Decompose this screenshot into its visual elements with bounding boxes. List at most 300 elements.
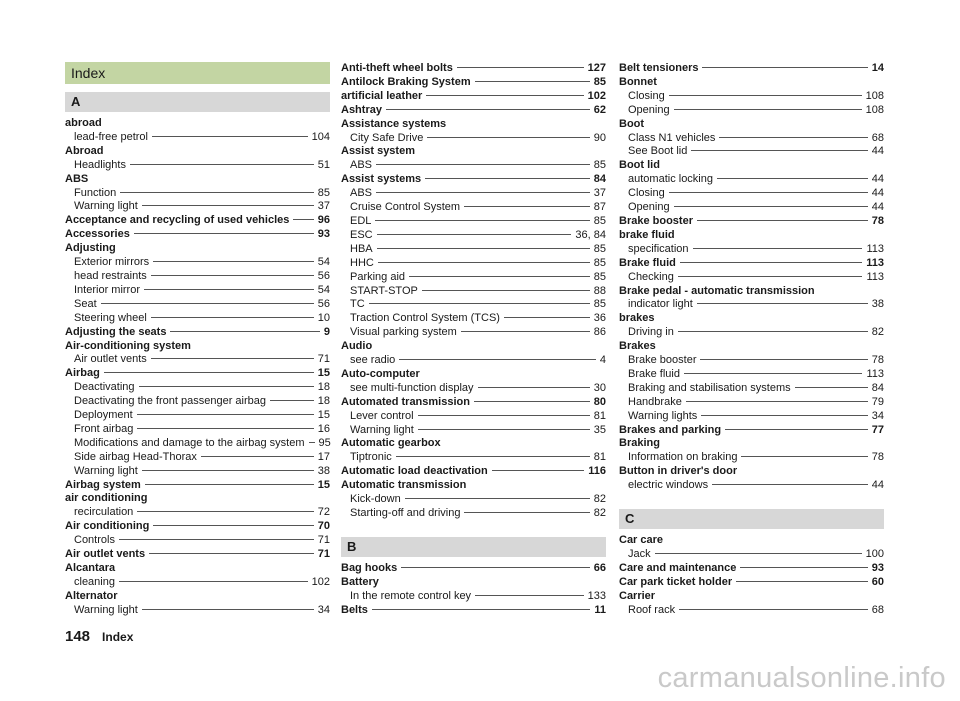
index-heading-row[interactable]: [619, 215, 884, 229]
dot-leader: [701, 415, 867, 416]
index-subterm: Warning light: [74, 200, 138, 213]
index-subentry-row[interactable]: [65, 284, 330, 298]
page-ref: 85: [593, 159, 606, 172]
index-subterm: Closing: [628, 187, 665, 200]
page-ref: 9: [323, 325, 330, 338]
page-ref: 78: [871, 451, 884, 464]
index-term: Airbag system: [65, 478, 141, 491]
index-heading-row[interactable]: [619, 159, 884, 173]
dot-leader: [139, 386, 314, 387]
page-ref: 85: [593, 242, 606, 255]
index-subentry-row[interactable]: [341, 354, 606, 368]
index-subentry-row[interactable]: [619, 326, 884, 340]
index-heading-row[interactable]: [65, 520, 330, 534]
index-term: Anti-theft wheel bolts: [341, 62, 453, 74]
index-subterm: Front airbag: [74, 422, 134, 435]
dot-leader: [697, 220, 868, 221]
dot-leader: [425, 178, 590, 179]
index-term: Acceptance and recycling of used vehicles: [65, 214, 290, 227]
index-term: Automatic gearbox: [341, 437, 441, 450]
index-subentry-row[interactable]: [341, 382, 606, 396]
dot-leader: [151, 317, 314, 318]
index-term: Button in driver's door: [619, 465, 738, 478]
index-heading-row[interactable]: [341, 104, 606, 118]
index-heading-row[interactable]: [65, 492, 330, 506]
index-heading-row[interactable]: [65, 548, 330, 562]
dot-leader: [461, 331, 590, 332]
index-subentry-row[interactable]: [65, 131, 330, 145]
index-subentry-row[interactable]: [65, 312, 330, 326]
dot-leader: [475, 81, 590, 82]
index-subentry-row[interactable]: [65, 506, 330, 520]
index-term: Carrier: [619, 589, 656, 602]
index-entry: [619, 534, 884, 562]
index-subentry-row[interactable]: [65, 395, 330, 409]
index-entry: [65, 228, 330, 242]
page-number: 148: [65, 628, 91, 645]
index-heading-row[interactable]: [619, 534, 884, 548]
dot-leader: [427, 137, 589, 138]
page-ref: 60: [871, 575, 884, 588]
page-ref: 15: [317, 367, 330, 380]
index-heading-row[interactable]: [65, 242, 330, 256]
index-subentry-row[interactable]: [619, 382, 884, 396]
index-subentry-row[interactable]: [341, 312, 606, 326]
index-entry: [619, 437, 884, 465]
index-subterm: Class N1 vehicles: [628, 131, 716, 144]
index-subterm: HBA: [350, 242, 373, 255]
index-entry: [341, 76, 606, 90]
index-subentry-row[interactable]: [619, 548, 884, 562]
index-heading-row[interactable]: [619, 62, 884, 76]
index-subterm: specification: [628, 242, 689, 255]
index-subterm: cleaning: [74, 575, 115, 588]
page-ref: 102: [587, 89, 606, 102]
index-term: Care and maintenance: [619, 561, 737, 574]
index-term: Accessories: [65, 228, 130, 241]
page-ref: 68: [871, 131, 884, 144]
index-subentry-row[interactable]: [619, 354, 884, 368]
dot-leader: [736, 581, 868, 582]
index-subentry-row[interactable]: [341, 424, 606, 438]
index-heading-row[interactable]: [65, 367, 330, 381]
page-ref: 72: [317, 506, 330, 519]
page-ref: 11: [594, 603, 606, 616]
index-entry: [341, 465, 606, 479]
page-ref: 36, 84: [575, 228, 606, 241]
index-heading-row[interactable]: [619, 76, 884, 90]
index-subterm: Checking: [628, 270, 674, 283]
page-ref: 71: [317, 534, 330, 547]
letter-heading: B: [341, 537, 606, 557]
dot-leader: [372, 609, 590, 610]
index-entry: [65, 117, 330, 145]
dot-leader: [137, 511, 313, 512]
index-heading-row[interactable]: [341, 604, 606, 618]
dot-leader: [422, 290, 590, 291]
index-term: Abroad: [65, 144, 104, 157]
dot-leader: [418, 415, 590, 416]
page-ref: 71: [317, 548, 330, 561]
index-subterm: Deployment: [74, 409, 133, 422]
index-term: Adjusting: [65, 242, 116, 255]
index-entry: [341, 437, 606, 465]
index-subterm: Brake booster: [628, 354, 697, 367]
page-ref: 81: [593, 409, 606, 422]
dot-leader: [686, 401, 868, 402]
index-subentry-row[interactable]: [341, 271, 606, 285]
index-subentry-row[interactable]: [619, 145, 884, 159]
index-entry: [619, 312, 884, 340]
index-term: brakes: [619, 312, 655, 325]
footer-section-label: Index: [102, 630, 134, 644]
page-ref: 113: [866, 256, 884, 269]
dot-leader: [142, 470, 314, 471]
index-subterm: HHC: [350, 256, 374, 269]
dot-leader: [399, 359, 596, 360]
index-entry: [619, 229, 884, 257]
index-subentry-row[interactable]: [65, 465, 330, 479]
dot-leader: [153, 261, 314, 262]
page-ref: 116: [588, 465, 606, 478]
dot-leader: [464, 512, 589, 513]
page-ref: 85: [593, 75, 606, 88]
index-heading-row[interactable]: [619, 437, 884, 451]
index-subentry-row[interactable]: [619, 451, 884, 465]
index-subterm: Controls: [74, 534, 115, 547]
index-subterm: Interior mirror: [74, 283, 141, 296]
index-subentry-row[interactable]: [65, 409, 330, 423]
index-heading-row[interactable]: [619, 285, 884, 299]
index-subterm: Closing: [628, 89, 665, 102]
page-footer: [65, 628, 133, 645]
index-subentry-row[interactable]: [619, 187, 884, 201]
index-subentry-row[interactable]: [65, 270, 330, 284]
dot-leader: [375, 220, 589, 221]
index-subentry-row[interactable]: [341, 201, 606, 215]
dot-leader: [418, 429, 590, 430]
index-subterm: Information on braking: [628, 451, 738, 464]
dot-leader: [378, 262, 590, 263]
page-ref: 10: [317, 311, 330, 324]
index-subterm: Opening: [628, 201, 670, 214]
index-subterm: EDL: [350, 214, 372, 227]
index-heading-row[interactable]: [341, 76, 606, 90]
index-entry: [619, 62, 884, 76]
page-ref: 77: [871, 423, 884, 436]
index-subentry-row[interactable]: [65, 159, 330, 173]
index-subterm: Lever control: [350, 409, 414, 422]
page-ref: 78: [871, 214, 884, 227]
index-subentry-row[interactable]: [65, 187, 330, 201]
index-subterm: Parking aid: [350, 270, 406, 283]
index-term: Antilock Braking System: [341, 75, 471, 88]
index-subterm: Visual parking system: [350, 326, 457, 339]
index-term: ABS: [65, 172, 89, 185]
index-heading-row[interactable]: [341, 479, 606, 493]
dot-leader: [475, 595, 584, 596]
index-subentry-row[interactable]: [65, 604, 330, 618]
index-term: artificial leather: [341, 89, 423, 102]
index-heading-row[interactable]: [65, 214, 330, 228]
index-subterm: In the remote control key: [350, 589, 472, 602]
index-entry: [341, 90, 606, 104]
index-heading-row[interactable]: [619, 465, 884, 479]
index-subentry-row[interactable]: [619, 173, 884, 187]
index-term: Adjusting the seats: [65, 325, 167, 338]
index-heading-row[interactable]: [619, 118, 884, 132]
index-heading-row[interactable]: [341, 62, 606, 76]
index-heading-row[interactable]: [341, 576, 606, 590]
dot-leader: [104, 372, 314, 373]
index-subentry-row[interactable]: [341, 285, 606, 299]
page-ref: 54: [317, 256, 330, 269]
index-entry: [65, 145, 330, 173]
index-subentry-row[interactable]: [65, 534, 330, 548]
index-term: Assistance systems: [341, 117, 447, 130]
dot-leader: [669, 192, 868, 193]
index-entry: [65, 173, 330, 215]
index-heading-row[interactable]: [619, 312, 884, 326]
index-heading-row[interactable]: [65, 145, 330, 159]
index-heading-row[interactable]: [65, 590, 330, 604]
index-term: air conditioning: [65, 492, 148, 505]
index-subterm: Warning light: [74, 603, 138, 616]
index-entry: [619, 465, 884, 493]
index-subterm: automatic locking: [628, 173, 713, 186]
index-heading-row[interactable]: [619, 576, 884, 590]
page-ref: 56: [317, 297, 330, 310]
dot-leader: [478, 387, 590, 388]
index-subentry-row[interactable]: [341, 257, 606, 271]
index-heading-row[interactable]: [341, 173, 606, 187]
dot-leader: [712, 484, 868, 485]
page-ref: 66: [593, 561, 606, 574]
index-subterm: Deactivating the front passenger airbag: [74, 395, 267, 408]
index-entry: [341, 562, 606, 576]
page-ref: 44: [871, 173, 884, 186]
index-subentry-row[interactable]: [619, 368, 884, 382]
index-heading-row[interactable]: [65, 173, 330, 187]
index-term: Ashtray: [341, 103, 382, 116]
index-heading-row[interactable]: [65, 228, 330, 242]
page-ref: 104: [311, 130, 330, 143]
index-heading-row[interactable]: [65, 326, 330, 340]
page-ref: 51: [317, 158, 330, 171]
index-heading-row[interactable]: [65, 479, 330, 493]
dot-leader: [702, 67, 867, 68]
index-entry: [619, 159, 884, 215]
index-heading-row[interactable]: [619, 562, 884, 576]
index-subterm: Starting-off and driving: [350, 507, 461, 519]
index-subterm: Braking and stabilisation systems: [628, 381, 791, 394]
index-subterm: indicator light: [628, 298, 693, 311]
index-heading-row[interactable]: [619, 257, 884, 271]
index-subentry-row[interactable]: [65, 423, 330, 437]
dot-leader: [144, 289, 314, 290]
index-term: Airbag: [65, 367, 100, 380]
page-ref: 54: [317, 283, 330, 296]
index-subentry-row[interactable]: [619, 604, 884, 618]
index-subentry-row[interactable]: [65, 381, 330, 395]
index-heading-row[interactable]: [619, 424, 884, 438]
page-ref: 84: [593, 173, 606, 186]
page-ref: 85: [593, 214, 606, 227]
index-subentry-row[interactable]: [619, 132, 884, 146]
dot-leader: [270, 400, 314, 401]
index-term: Automated transmission: [341, 395, 470, 408]
index-heading-row[interactable]: [619, 590, 884, 604]
index-heading-row[interactable]: [341, 396, 606, 410]
index-subentry-row[interactable]: [341, 326, 606, 340]
index-term: Brake fluid: [619, 256, 676, 269]
index-subentry-row[interactable]: [341, 215, 606, 229]
dot-leader: [151, 358, 314, 359]
index-subentry-row[interactable]: [341, 410, 606, 424]
index-term: Car park ticket holder: [619, 575, 733, 588]
index-heading-row[interactable]: [341, 465, 606, 479]
index-heading-row[interactable]: [341, 145, 606, 159]
index-subentry-row[interactable]: [619, 104, 884, 118]
index-heading-row[interactable]: [341, 562, 606, 576]
index-subentry-row[interactable]: [341, 243, 606, 257]
index-entry: [65, 520, 330, 548]
index-term: Alcantara: [65, 562, 116, 574]
dot-leader: [369, 303, 590, 304]
index-subentry-row[interactable]: [341, 493, 606, 507]
dot-leader: [740, 567, 867, 568]
index-subentry-row[interactable]: [65, 576, 330, 590]
index-subterm: see radio: [350, 354, 396, 367]
index-subterm: Function: [74, 186, 117, 199]
page-ref: 35: [593, 423, 606, 436]
index-entry: [341, 479, 606, 521]
index-heading-row[interactable]: [341, 368, 606, 382]
index-subterm: ESC: [350, 228, 373, 241]
index-entry: [65, 492, 330, 520]
index-heading-row[interactable]: [341, 118, 606, 132]
index-title-banner: Index: [65, 62, 330, 84]
dot-leader: [396, 456, 590, 457]
index-term: abroad: [65, 117, 102, 129]
index-subterm: Warning light: [74, 464, 138, 477]
dot-leader: [719, 137, 867, 138]
dot-leader: [149, 553, 314, 554]
index-subterm: Driving in: [628, 326, 674, 339]
index-entry: [65, 214, 330, 228]
page-ref: 113: [866, 367, 884, 380]
index-subentry-row[interactable]: [619, 396, 884, 410]
dot-leader: [376, 192, 590, 193]
index-subentry-row[interactable]: [619, 271, 884, 285]
index-subentry-row[interactable]: [341, 132, 606, 146]
index-subterm: Brake fluid: [628, 367, 680, 380]
dot-leader: [700, 359, 867, 360]
index-column-1: [65, 62, 330, 618]
dot-leader: [142, 205, 314, 206]
index-subentry-row[interactable]: [619, 243, 884, 257]
index-subterm: lead-free petrol: [74, 130, 148, 143]
page-ref: 90: [593, 131, 606, 144]
page-ref: 44: [871, 187, 884, 200]
dot-leader: [376, 164, 590, 165]
index-subterm: Jack: [628, 548, 651, 560]
dot-leader: [474, 401, 590, 402]
index-subentry-row[interactable]: [341, 229, 606, 243]
dot-leader: [377, 248, 590, 249]
dot-leader: [120, 192, 314, 193]
dot-leader: [678, 331, 868, 332]
index-heading-row[interactable]: [65, 117, 330, 131]
index-subterm: ABS: [350, 187, 373, 200]
index-column-3: [619, 62, 884, 618]
index-subentry-row[interactable]: [341, 187, 606, 201]
index-heading-row[interactable]: [341, 90, 606, 104]
letter-heading: A: [65, 92, 330, 112]
index-subterm: See Boot lid: [628, 145, 688, 158]
page-ref: 18: [317, 395, 330, 408]
dot-leader: [137, 428, 313, 429]
page-ref: 80: [593, 395, 606, 408]
page-ref: 78: [871, 354, 884, 367]
index-heading-row[interactable]: [65, 340, 330, 354]
index-term: Brake pedal - automatic transmission: [619, 284, 815, 297]
index-entry: [65, 590, 330, 618]
index-subentry-row[interactable]: [341, 451, 606, 465]
index-heading-row[interactable]: [619, 229, 884, 243]
index-subentry-row[interactable]: [65, 256, 330, 270]
index-subentry-row[interactable]: [619, 201, 884, 215]
index-entry: [341, 576, 606, 604]
index-subterm: see multi-function display: [350, 381, 474, 394]
index-subentry-row[interactable]: [619, 298, 884, 312]
index-heading-row[interactable]: [619, 340, 884, 354]
dot-leader: [426, 95, 583, 96]
index-subterm: Warning lights: [628, 409, 698, 422]
index-entry: [619, 576, 884, 590]
index-subentry-row[interactable]: [341, 298, 606, 312]
index-subterm: Kick-down: [350, 493, 401, 506]
dot-leader: [137, 414, 314, 415]
index-heading-row[interactable]: [341, 340, 606, 354]
dot-leader: [153, 525, 313, 526]
index-subentry-row[interactable]: [341, 507, 606, 521]
index-subentry-row[interactable]: [65, 298, 330, 312]
index-heading-row[interactable]: [341, 437, 606, 451]
index-subentry-row[interactable]: [65, 200, 330, 214]
index-subterm: START-STOP: [350, 284, 418, 297]
index-subentry-row[interactable]: [619, 410, 884, 424]
index-subentry-row[interactable]: [619, 479, 884, 493]
index-entry: [65, 242, 330, 325]
index-subentry-row[interactable]: [65, 353, 330, 367]
index-subentry-row[interactable]: [341, 159, 606, 173]
index-heading-row[interactable]: [65, 562, 330, 576]
index-subterm: Opening: [628, 103, 670, 116]
dot-leader: [674, 109, 862, 110]
index-subentry-row[interactable]: [619, 90, 884, 104]
page-ref: 18: [317, 381, 330, 394]
page-ref: 93: [871, 561, 884, 574]
dot-leader: [492, 470, 585, 471]
index-subentry-row[interactable]: [341, 590, 606, 604]
index-subentry-row[interactable]: [65, 451, 330, 465]
index-term: Alternator: [65, 589, 118, 602]
dot-leader: [152, 136, 308, 137]
index-subentry-row[interactable]: [65, 437, 330, 451]
dot-leader: [101, 303, 314, 304]
page-ref: 37: [593, 187, 606, 200]
